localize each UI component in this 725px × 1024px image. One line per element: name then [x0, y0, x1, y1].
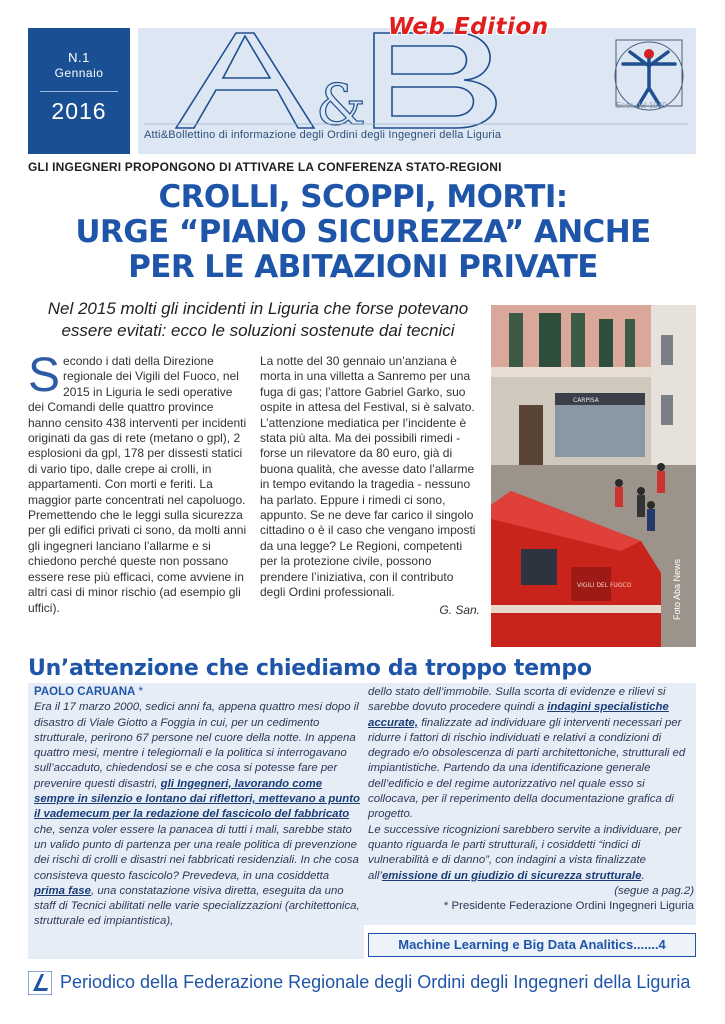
photo-illustration [491, 305, 696, 647]
svg-text:&: & [316, 73, 366, 138]
article-subhead: Nel 2015 molti gli incidenti in Liguria che forse potevano essere evitati: ecco le soluzioni sostenute dai tecnici [47, 299, 469, 340]
section-right-highlight-2: emissione di un giudizio di sicurezza strutturale [381, 869, 642, 882]
section-right-text-d: . [641, 869, 645, 882]
article-kicker: GLI INGEGNERI PROPONGONO DI ATTIVARE LA CONFERENZA STATO-REGIONI [28, 160, 502, 174]
issue-box [28, 28, 130, 154]
section-right-highlight: indagini specialistiche accurate, [368, 701, 669, 729]
article-column-2 [260, 354, 480, 618]
article-column-1 [28, 349, 248, 616]
section-right-text-c: Le successive ricognizioni sarebbero servite a individuare, per quanto riguarda le parti strutturali, i cosiddetti “indici di vulnerabilità e di danno”, con indagini a vista finalizzate all’ [368, 823, 682, 882]
headline-line-3: PER LE ABITAZIONI PRIVATE [128, 249, 598, 285]
section-left-text-c: , una constatazione visiva diretta, eseguita da uno staff di Tecnici abilitati nelle varie specializzazioni (architettonica, strutturale ed impiantistica), [34, 884, 360, 928]
article-headline [28, 180, 698, 285]
federation-logo-icon [28, 971, 52, 995]
photo-credit: Foto Aba News [672, 558, 682, 620]
masthead-subtitle: Atti&Bollettino di informazione degli Ordini degli Ingegneri della Liguria [144, 129, 502, 141]
footer-text: Periodico della Federazione Regionale degli Ordini degli Ingegneri della Liguria [60, 972, 691, 992]
svg-text:VIGILI DEL FUOCO: VIGILI DEL FUOCO [577, 582, 632, 589]
article-signature: G. San. [439, 602, 480, 617]
article-column-1-text: econdo i dati della Direzione regionale dei Vigili del Fuoco, nel 2015 in Liguria le sedi operative dei Comandi delle quattro province hanno censito 438 interventi per incidenti originati da gas di rete (metano o gpl), 2 esplosioni da gpl, 178 per dissesti statici di vario tipo, dalle crepe ai crolli, in appartamenti. Con morti e feriti. La maggior parte concentrati nel capoluogo. Premettendo che le leggi sulla sicurezza per gli edifici privati ci sono, da molti anni gli ingegneri lanciano l’allarme e si chiedono perché queste non possano essere rese più efficaci, come avviene in altri casi di minor rischio (ad esempio gli uffici). [28, 354, 247, 615]
author-mark: * [138, 686, 144, 698]
photo-shop-sign: CARPISA [573, 397, 599, 404]
section-left-text-a: Era il 17 marzo 2000, sedici anni fa, appena quattro mesi dopo il disastro di Viale Giotto a Foggia in cui, per un cedimento strutturale, perirono 67 persone nel cuore della notte. In appena quattro mesi, mentre i telegiornali e la politica si interrogavano sull’accaduto, chiedendosi se e che cosa si potesse fare per prevenire questi disastri, [34, 701, 359, 790]
section-right-text-a: dello stato dell’immobile. Sulla scorta di evidenze e rilievi si sarebbe dovuto procedere quindi a [368, 686, 666, 714]
section-right-text-b: finalizzate ad individuare gli interventi necessari per ridurre i fattori di rischio individuati e relativi a condizioni di degrado e/o obsolescenza di parti architettoniche, strutturali ed impiantistiche. Partendo da una identificazione generale dell’edificio e del regime autorizzativo nel quale esso si collocava, per il reperimento della documentazione grafica di progetto. [368, 716, 686, 821]
issue-month: Gennaio [54, 66, 104, 80]
dropcap: S [28, 349, 61, 402]
teaser-link[interactable]: Machine Learning e Big Data Analitics.......4 [398, 937, 666, 952]
since-label: Esce dal 1949 [616, 101, 667, 110]
headline-line-2: URGE “PIANO SICUREZZA” ANCHE [75, 214, 651, 250]
article-column-2-text: La notte del 30 gennaio un’anziana è morta in una villetta a Sanremo per una fuga di gas; l’attore Gabriel Garko, suo ospite in attesa del Festival, si è salvato. L’attenzione mediatica per l’incidente è stata più alta. Ma dei possibili rimedi - forse un rilevatore da 80 euro, già di buona qualità, che avesse dato l’allarme in tempo evitando la tragedia - nessuno ha parlato. Eppure i rimedi ci sono, appunto. Se ne deve far carico il singolo cittadino o è il caso che vengano imposti da una legge? Le Regioni, competenti per la protezione civile, possono prendere l’iniziativa, con il contributo degli Ordini professionali. [260, 354, 476, 600]
section-left-text-b: che, senza voler essere la panacea di tutti i mali, sarebbe stato un valido punto di partenza per una reale politica di prevenzione dei rischi di crolli e disastri nei fabbricati residenziali. In che cosa consisteva questo fascicolo? Prevedeva, in una cosiddetta [34, 823, 359, 882]
section-column-2 [368, 685, 694, 914]
issue-year: 2016 [51, 98, 107, 124]
section-column-1 [34, 685, 360, 930]
issue-divider [40, 91, 118, 92]
headline-line-1: CROLLI, SCOPPI, MORTI: [158, 179, 568, 215]
logo-letters [160, 20, 161, 21]
issue-number: N.1 [68, 50, 90, 65]
continued-note: (segue a pag.2) [614, 884, 694, 897]
teaser-box[interactable] [368, 933, 696, 957]
section-left-highlight: gli Ingegneri, lavorando come sempre in silenzio e lontano dai riflettori, mettevano a punto il vademecum per la redazione del fascicolo del fabbricato [34, 777, 360, 821]
section-title: Un’attenzione che chiediamo da troppo tempo [28, 656, 592, 681]
president-note: * Presidente Federazione Ordini Ingegneri Liguria [443, 900, 694, 913]
section-left-highlight-2: prima fase [34, 884, 91, 897]
author-name: PAOLO CARUANA [34, 686, 136, 698]
web-edition-label: Web Edition [388, 14, 549, 40]
article-photo [491, 305, 696, 647]
